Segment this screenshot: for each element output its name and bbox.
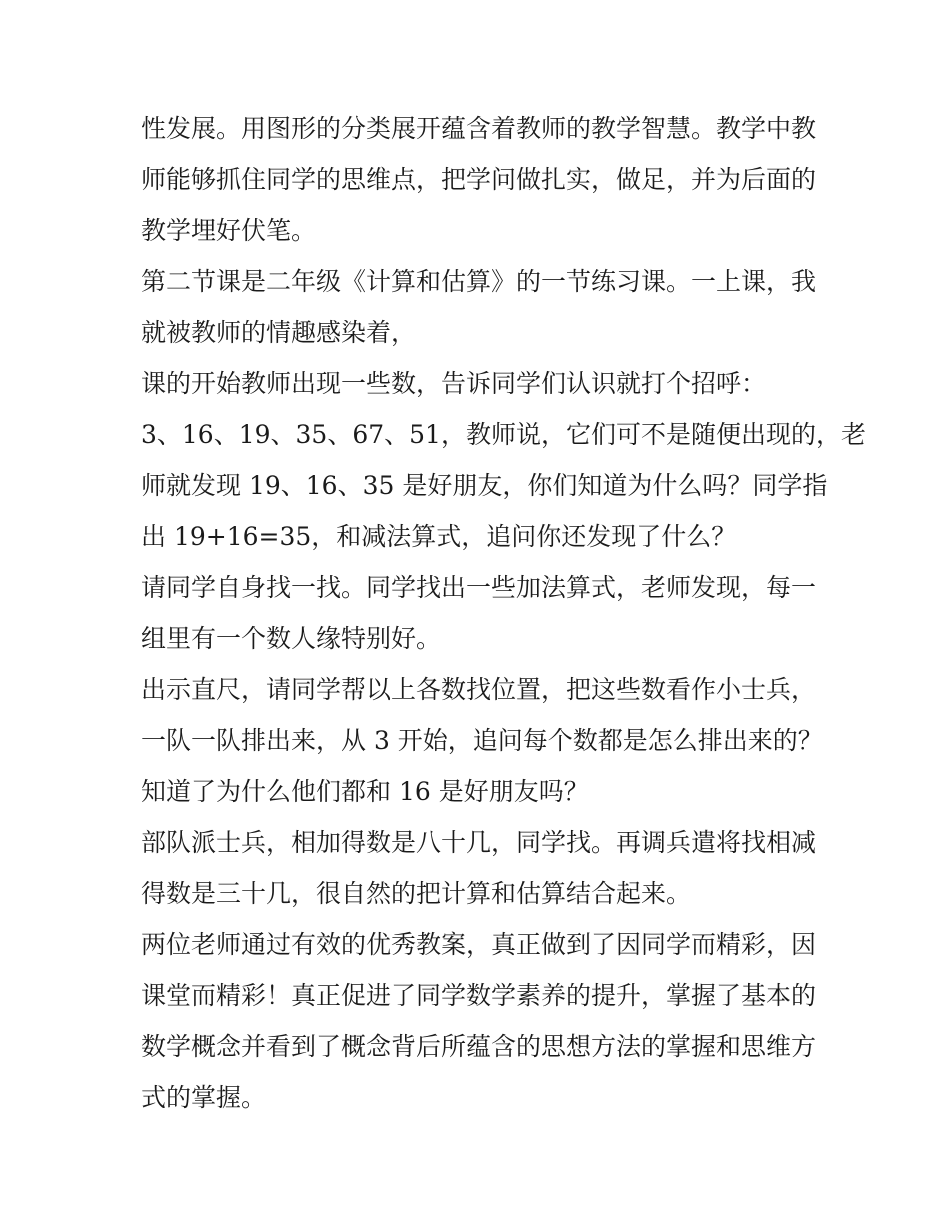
text-line: 两位老师通过有效的优秀教案，真正做到了因同学而精彩，因 [141,930,817,959]
text-line: 一队一队排出来，从 3 开始，追问每个数都是怎么排出来的？ [141,726,823,755]
text-line: 组里有一个数人缘特别好。 [141,624,442,653]
text-line: 课的开始教师出现一些数，告诉同学们认识就打个招呼： [141,369,767,398]
text-line: 请同学自身找一找。同学找出一些加法算式，老师发现，每一 [141,573,817,602]
text-line: 教学埋好伏笔。 [141,216,317,245]
text-line: 数学概念并看到了概念背后所蕴含的思想方法的掌握和思维方 [141,1032,817,1061]
text-line: 出 19+16=35，和减法算式，追问你还发现了什么？ [141,522,737,551]
text-line: 就被教师的情趣感染着， [141,318,417,347]
text-line: 性发展。用图形的分类展开蕴含着教师的教学智慧。教学中教 [141,114,817,143]
text-line: 知道了为什么他们都和 16 是好朋友吗？ [141,777,589,806]
document-body [141,110,866,1117]
text-line: 课堂而精彩！真正促进了同学数学素养的提升，掌握了基本的 [141,981,817,1010]
text-line: 师就发现 19、16、35 是好朋友，你们知道为什么吗？同学指 [141,471,828,500]
text-line: 3、16、19、35、67、51，教师说，它们可不是随便出现的，老 [141,420,866,449]
text-line: 得数是三十几，很自然的把计算和估算结合起来。 [141,879,692,908]
text-line: 出示直尺，请同学帮以上各数找位置，把这些数看作小士兵， [141,675,817,704]
text-line: 第二节课是二年级《计算和估算》的一节练习课。一上课，我 [141,267,817,296]
text-line: 师能够抓住同学的思维点，把学问做扎实，做足，并为后面的 [141,165,817,194]
text-line: 式的掌握。 [141,1083,267,1112]
text-line: 部队派士兵，相加得数是八十几，同学找。再调兵遣将找相减 [141,828,817,857]
